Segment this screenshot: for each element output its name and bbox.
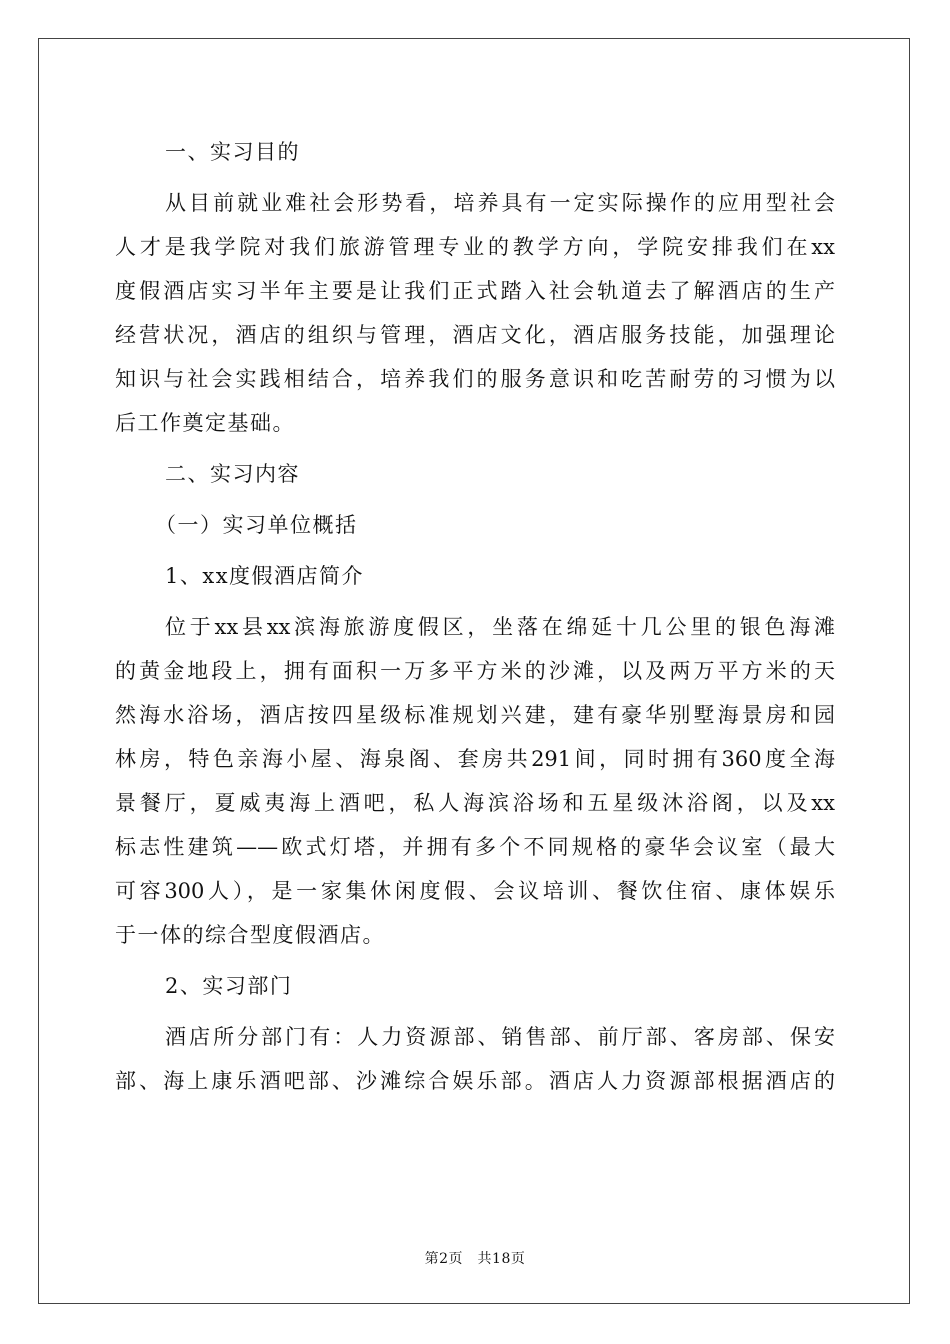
paragraph-line: 于一体的综合型度假酒店。 [115,923,385,947]
section-heading-purpose: 一、实习目的 [165,140,300,164]
paragraph-line: 部、海上康乐酒吧部、沙滩综合娱乐部。酒店人力资源部根据酒店的 [115,1069,835,1093]
paragraph-line: 的黄金地段上，拥有面积一万多平方米的沙滩，以及两万平方米的天 [115,659,835,683]
page-number-footer: 第2页 共18页 [424,1251,526,1267]
paragraph-line: 可容300人），是一家集休闲度假、会议培训、餐饮住宿、康体娱乐 [115,879,835,903]
paragraph-line: 人才是我学院对我们旅游管理专业的教学方向，学院安排我们在xx [115,235,835,259]
paragraph-line: 度假酒店实习半年主要是让我们正式踏入社会轨道去了解酒店的生产 [115,279,835,303]
paragraph-line: 标志性建筑——欧式灯塔，并拥有多个不同规格的豪华会议室（最大 [115,835,835,859]
paragraph-line: 从目前就业难社会形势看，培养具有一定实际操作的应用型社会 [165,191,835,215]
item-heading-hotel-intro: 1、xx度假酒店简介 [165,564,365,588]
paragraph-line: 景餐厅，夏威夷海上酒吧，私人海滨浴场和五星级沐浴阁，以及xx [115,791,835,815]
paragraph-line: 经营状况，酒店的组织与管理，酒店文化，酒店服务技能，加强理论 [115,323,835,347]
subsection-heading: （一）实习单位概括 [155,513,358,537]
section-heading-content: 二、实习内容 [165,462,300,486]
paragraph-line: 位于xx县xx滨海旅游度假区，坐落在绵延十几公里的银色海滩 [165,615,835,639]
paragraph-line: 酒店所分部门有：人力资源部、销售部、前厅部、客房部、保安 [165,1025,835,1049]
paragraph-line: 林房，特色亲海小屋、海泉阁、套房共291间，同时拥有360度全海 [115,747,835,771]
paragraph-line: 然海水浴场，酒店按四星级标准规划兴建，建有豪华别墅海景房和园 [115,703,835,727]
document-body [115,130,835,1103]
paragraph-line: 后工作奠定基础。 [115,411,295,435]
paragraph-line: 知识与社会实践相结合，培养我们的服务意识和吃苦耐劳的习惯为以 [115,367,835,391]
item-heading-departments: 2、实习部门 [165,974,293,998]
